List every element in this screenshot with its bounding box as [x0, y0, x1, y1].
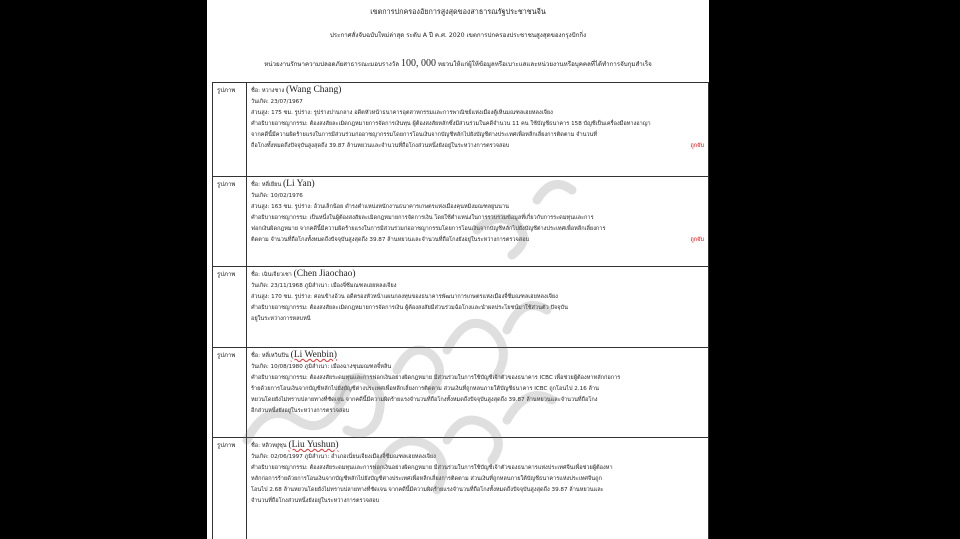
- table-row: [213, 177, 708, 267]
- announcement-line: ประกาศสั่งจับฉบับใหม่ล่าสุด ระดับ A ปี ค.ศ. 2020 เขตการปกครองประชาชนสูงสุดของกรุงปักกิ่ง: [329, 32, 587, 39]
- name-english: (Liu Yushun): [288, 440, 339, 450]
- record-content: [251, 269, 704, 325]
- table-row: [213, 83, 708, 177]
- record-line: วันเกิด: 23/11/1968 ภูมิลำเนา: เมืองจี่ซีมณฑลเฮยหลงเจียง: [251, 282, 397, 289]
- wanted-table: [212, 82, 709, 539]
- record-line: [251, 141, 704, 152]
- record-line-text: ติดตาม จำนวนที่ถือโกงทั้งหมดถึงปัจจุบันสูงสุดถึง 39.87 ล้านหยวนและจำนวนที่ถือโกงยังอยู่ในระหว่างการตรวจสอบ: [251, 236, 530, 243]
- table-row: [213, 348, 708, 438]
- name-thai: ชื่อ: หลี่เหวินปิน: [251, 353, 289, 359]
- record-name: [251, 440, 704, 452]
- record-line: ร้ายด้วยการโอนเงินจากบัญชีหลักไปยังบัญชีต่างประเทศเพื่อหลีกเลี่ยงการติดตาม ส่วนเงินที่ถูกหลบภายใต้บัญชีธนาคาร ICBC ถูกโอนไป 2.16 ล้าน: [251, 385, 599, 392]
- record-name: [251, 85, 704, 97]
- record-line: วันเกิด: 02/06/1997 ภูมิลำเนา: อำเภอเนี่ยนเจียงเมืองจี่ซีมณฑลเฮยหลงเจียง: [251, 453, 436, 460]
- name-english: (Li Yan): [283, 179, 315, 189]
- photo-label: รูปภาพ: [217, 181, 236, 188]
- record-name: [251, 179, 704, 191]
- record-line: จำนวนที่ถือโกงส่วนหนึ่งยังอยู่ในระหว่างการตรวจสอบ: [251, 497, 380, 504]
- name-thai: ชื่อ: หลิวหยู่ชุน: [251, 443, 287, 449]
- name-english: (Wang Chang): [285, 85, 342, 95]
- record-name: [251, 350, 704, 362]
- record-line: [251, 235, 704, 246]
- record-line: ส่วนสูง: 163 ซม. รูปร่าง: อ้วนเล็กน้อย ดำรงตำแหน่งหนักงานธนาคารเกษตรแห่งเมืองคุนหมิงมณฑลยูนนาน: [251, 203, 509, 210]
- photo-label: รูปภาพ: [217, 352, 236, 359]
- record-line: อีกส่วนหนึ่งยังอยู่ในระหว่างการตรวจสอบ: [251, 407, 350, 414]
- name-thai: ชื่อ: หวางชาง: [251, 88, 285, 94]
- name-english: (Li Wenbin): [290, 350, 337, 360]
- reward-amount: 100, 000: [400, 58, 436, 69]
- record-line: คำอธิบายอาชญากรรม: ต้องสงสัยระดมทุนและการฟอกเงินอย่างผิดกฎหมาย มีส่วนร่วมในการใช้บัญชีเจ้าตัวของธนาคาร ICBC เพื่อช่วยผู้ต้องหาหลักก่อการ: [251, 374, 621, 381]
- table-row: [213, 438, 708, 539]
- name-thai: ชื่อ: เฉินเจียวเชา: [251, 272, 292, 278]
- photo-label: รูปภาพ: [217, 271, 236, 278]
- name-english: (Chen Jiaochao): [293, 269, 356, 279]
- arrested-stamp: ถูกจับ: [690, 142, 704, 149]
- record-line: จากคดีนี้มีความผิดร้ายแรงในการมีส่วนร่วมก่ออาชญากรรมโดยการโอนเงินจากบัญชีหลักไปยังบัญชีต่างประเทศเพื่อหลีกเลี่ยงการติดตาม จำนวนที่: [251, 131, 598, 138]
- record-name: [251, 269, 704, 281]
- photo-cell: [213, 177, 247, 266]
- record-content: [251, 350, 704, 416]
- record-line: ส่วนสูง: 170 ซม. รูปร่าง: ค่อนข้างอ้วน อดีตรองหัวหน้าแผนกลงทุนของธนาคารพัฒนาการเกษตรแห่งเมืองจี่ซีมณฑลเฮยหลงเจียง: [251, 293, 558, 300]
- record-line-text: ถือโกงทั้งหมดถึงปัจจุบันสูงสุดถึง 39.87 ล้านหยวนและจำนวนที่ถือโกงส่วนหนึ่งยังอยู่ในระหว่างการตรวจสอบ: [251, 142, 510, 149]
- photo-cell: [213, 438, 247, 539]
- record-line: ฟอกเงินผิดกฎหมาย จากคดีนี้มีความผิดร้ายแรงในการมีส่วนร่วมก่ออาชญากรรมโดยการโอนเงินจากบัญชีหลักไปยังบัญชีต่างประเทศเพื่อหลีกเลี่ยงการ: [251, 225, 606, 232]
- photo-label: รูปภาพ: [217, 442, 236, 449]
- photo-cell: [213, 83, 247, 176]
- document-title: เขตการปกครองอัยการสูงสุดของสาธารณรัฐประชาชนจีน: [370, 7, 546, 16]
- table-row: [213, 267, 708, 348]
- record-line: คำอธิบายอาชญากรรม: ต้องสงสัยระดมทุนและการฟอกเงินอย่างผิดกฎหมาย มีส่วนร่วมในการใช้บัญชีเจ้าตัวของธนาคารแห่งประเทศจีนเพื่อช่วยผู้ต้องหา: [251, 464, 613, 471]
- photo-cell: [213, 267, 247, 347]
- record-line: หยวนโดยยังไม่ทราบปลายทางที่ชัดเจน จากคดีนี้มีความผิดร้ายแรงจำนวนที่ถือโกงทั้งหมดถึงปัจจุบันสูงสุดถึง 39.87 ล้านหยวนและจำนวนที่ถือโกง: [251, 396, 598, 403]
- record-content: [251, 179, 704, 245]
- reward-line: [207, 58, 709, 69]
- record-line: วันเกิด: 10/02/1976: [251, 192, 303, 199]
- photo-cell: [213, 348, 247, 437]
- record-line: คำอธิบายอาชญากรรม: ต้องสงสัยละเมิดกฎหมายการจัดการเงิน ผู้ต้องสงสัยมีส่วนร่วมฉ้อโกงและนำผลประโยชน์มาใช้ส่วนตัว ปัจจุบัน: [251, 304, 568, 311]
- record-content: [251, 440, 704, 506]
- record-content: [251, 85, 704, 151]
- record-line: วันเกิด: 23/07/1967: [251, 98, 303, 105]
- arrested-stamp: ถูกจับ: [690, 236, 704, 243]
- name-thai: ชื่อ: หลี่เยียน: [251, 182, 282, 188]
- record-line: อยู่ในระหว่างการหลบหนี: [251, 315, 311, 322]
- photo-label: รูปภาพ: [217, 87, 236, 94]
- record-line: คำอธิบายอาชญากรรม: เป็นหนึ่งในผู้ต้องสงสัยละเมิดกฎหมายการจัดการเงิน โดยใช้ตำแหน่งในการรวบรวมข้อมูลที่เกี่ยวกับการระดมทุนและการ: [251, 214, 594, 221]
- reward-prefix: หน่วยงานรักษาความปลอดภัยสาธารณะมอบรางวัล: [264, 61, 399, 68]
- record-line: คำอธิบายอาชญากรรม: ต้องสงสัยละเมิดกฎหมายการจัดการเงินทุน ผู้ต้องสงสัยหลักซึ่งมีส่วนร่วมในคดีจำนวน 11 คน ใช้บัญชีธนาคาร 158 บัญชีเป็นเครื่องมือทางอาญา: [251, 120, 651, 127]
- document-page: [207, 0, 709, 539]
- record-line: วันเกิด: 10/08/1980 ภูมิลำเนา: เมืองฉางชุนมณฑลจี๋หลิน: [251, 363, 392, 370]
- record-line: โอนไป 2.68 ล้านหยวนโดยยังไม่ทราบปลายทางที่ชัดเจน จากคดีนี้มีความผิดร้ายแรงจำนวนที่ถือโกงทั้งหมดถึงปัจจุบันสูงสุดถึง 39.87 ล้านหยวนและ: [251, 486, 604, 493]
- reward-suffix: หยวนให้แก่ผู้ให้ข้อมูลหรือเบาะแสและหน่วยงานหรือบุคคลที่ได้ทำการจับกุมสำเร็จ: [437, 61, 652, 68]
- record-line: หลักก่อการร้ายด้วยการโอนเงินจากบัญชีหลักไปยังบัญชีต่างประเทศเพื่อหลีกเลี่ยงการติดตาม ส่วนเงินที่ถูกหลบภายใต้บัญชีธนาคารแห่งประเทศจีนถูก: [251, 475, 602, 482]
- record-line: ส่วนสูง: 175 ซม. รูปร่าง: รูปร่างปานกลาง อดีตหัวหน้าธนาคารอุตสาหกรรมและการพาณิชย์แห่งเมืองตู้เห็นมณฑลเฮยหลงเจียง: [251, 109, 553, 116]
